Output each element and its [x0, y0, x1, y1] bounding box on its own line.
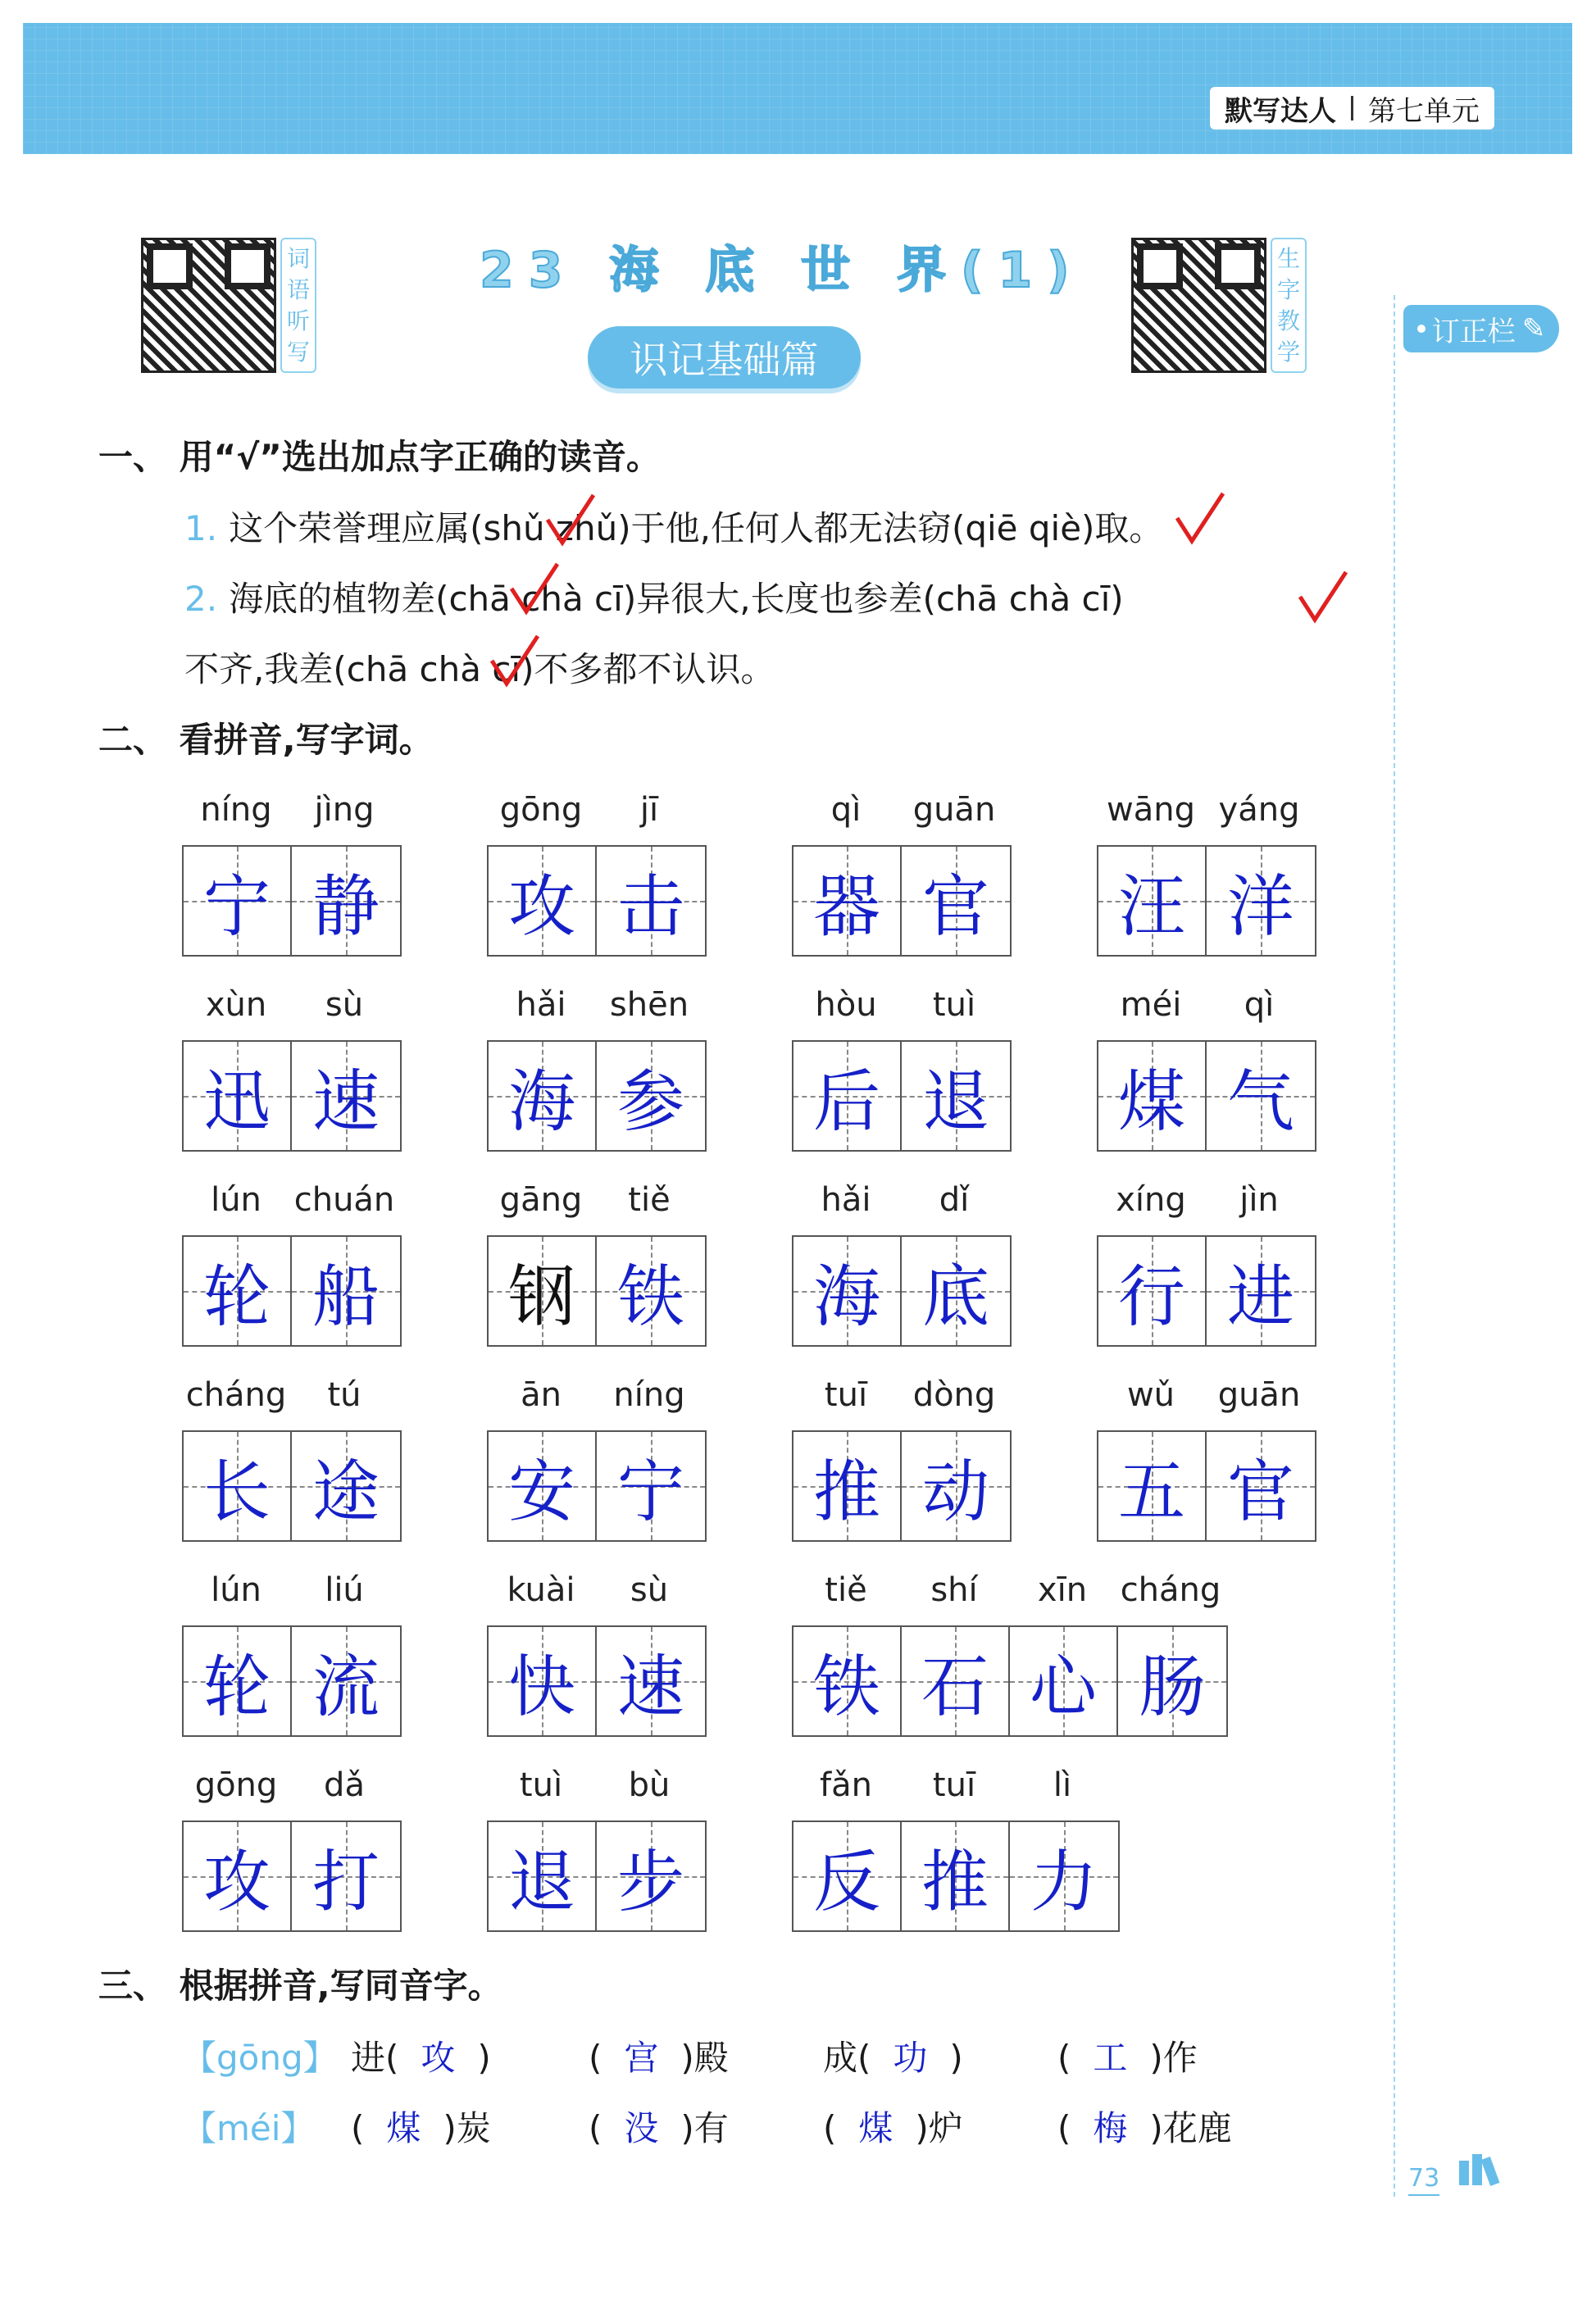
qr-caption-right — [1271, 238, 1307, 373]
section3-heading: 三、 根据拼音,写同音字。 — [98, 1966, 502, 2006]
writing-box[interactable] — [902, 1822, 1010, 1930]
handwritten-char: 心 — [1029, 1648, 1097, 1726]
pinyin-row — [792, 1571, 1225, 1609]
question-text: 海底的植物差(chā chà cī)异很大,长度也参差(chā chà cī) — [229, 579, 1124, 619]
pinyin-syllable: tuì — [932, 986, 976, 1024]
pinyin-syllable: tuī — [932, 1766, 976, 1804]
handwritten-char: 煤 — [1117, 1062, 1185, 1141]
tianzige-boxes — [182, 1820, 402, 1932]
handwritten-char: 反 — [812, 1843, 880, 1921]
writing-box[interactable] — [1207, 1237, 1315, 1345]
pinyin-row — [182, 986, 398, 1024]
homophone-item — [823, 2102, 963, 2151]
pinyin-syllable: tuī — [824, 1376, 868, 1414]
handwritten-char: 气 — [1226, 1062, 1294, 1141]
pinyin-syllable: tuì — [519, 1766, 563, 1804]
tianzige-boxes — [792, 845, 1012, 957]
pinyin-syllable: hǎi — [821, 1181, 871, 1219]
pinyin-syllable: hǎi — [516, 986, 566, 1024]
section2-heading: 二、 看拼音,写字词。 — [98, 720, 434, 760]
pinyin-syllable: sù — [630, 1571, 669, 1609]
caption-char: 字 — [1276, 275, 1300, 303]
correction-label: 订正栏 — [1431, 315, 1516, 348]
answer-char: 没 — [624, 2108, 659, 2148]
checkmark-icon — [505, 561, 562, 618]
pinyin-row — [1097, 1181, 1313, 1219]
writing-box[interactable] — [597, 1822, 705, 1930]
homophone-item — [589, 2102, 729, 2151]
answer-char: 攻 — [421, 2038, 456, 2078]
answer-char: 煤 — [858, 2108, 893, 2148]
handwritten-char: 海 — [507, 1062, 575, 1141]
pinyin-row — [1097, 986, 1313, 1024]
handwritten-char: 肠 — [1138, 1648, 1206, 1726]
writing-box[interactable] — [184, 1237, 292, 1345]
caption-char: 语 — [286, 275, 310, 303]
prefix-text: ( — [589, 2108, 602, 2148]
homophone-item — [351, 2102, 491, 2151]
qr-caption-left — [280, 238, 316, 373]
suffix-text: ) — [477, 2038, 491, 2078]
header-bar — [23, 23, 1572, 154]
question-number: 1. — [184, 508, 218, 548]
handwritten-char: 退 — [921, 1062, 989, 1141]
writing-box[interactable] — [1207, 1432, 1315, 1540]
pinyin-row — [182, 1766, 398, 1804]
caption-char: 学 — [1276, 338, 1300, 366]
pinyin-syllable: hòu — [815, 986, 877, 1024]
pinyin-row — [487, 1376, 703, 1414]
pinyin-syllable: cháng — [1120, 1571, 1221, 1609]
answer-char: 宫 — [624, 2038, 659, 2078]
answer-char: 工 — [1093, 2038, 1128, 2078]
bullet-icon — [1417, 325, 1425, 333]
writing-box[interactable] — [292, 1237, 400, 1345]
handwritten-char: 步 — [616, 1843, 684, 1921]
pinyin-syllable: níng — [200, 791, 272, 829]
handwritten-char: 宁 — [202, 867, 271, 946]
correction-tag — [1403, 305, 1559, 352]
writing-box[interactable] — [292, 1432, 400, 1540]
suffix-text: )有 — [680, 2108, 729, 2148]
tianzige-boxes — [182, 845, 402, 957]
suffix-text: )炉 — [915, 2108, 963, 2148]
pinyin-syllable: yáng — [1218, 791, 1300, 829]
tianzige-boxes — [1097, 1040, 1316, 1152]
writing-box[interactable] — [489, 1432, 597, 1540]
pinyin-syllable: tiě — [628, 1181, 671, 1219]
pinyin-syllable: tiě — [825, 1571, 867, 1609]
pinyin-syllable: cháng — [185, 1376, 287, 1414]
tianzige-boxes — [792, 1430, 1012, 1542]
writing-box[interactable] — [597, 847, 705, 955]
pinyin-syllable: wāng — [1107, 791, 1195, 829]
caption-char: 听 — [286, 307, 310, 334]
tianzige-boxes — [792, 1235, 1012, 1347]
writing-box[interactable] — [793, 847, 902, 955]
answer-char: 梅 — [1093, 2108, 1128, 2148]
pinyin-syllable: dǐ — [939, 1181, 970, 1219]
checkmark-icon — [485, 633, 543, 690]
tianzige-boxes — [792, 1040, 1012, 1152]
pinyin-syllable: lún — [211, 1571, 261, 1609]
checkmark-icon — [541, 492, 598, 549]
writing-box[interactable] — [597, 1042, 705, 1150]
pinyin-syllable: sù — [325, 986, 364, 1024]
writing-box[interactable] — [489, 1042, 597, 1150]
answer-char: 煤 — [386, 2108, 421, 2148]
suffix-text: )作 — [1149, 2038, 1198, 2078]
prefix-text: ( — [589, 2038, 602, 2078]
handwritten-char: 流 — [311, 1648, 380, 1726]
pinyin-row — [182, 791, 398, 829]
books-icon — [1459, 2154, 1495, 2185]
handwritten-char: 汪 — [1117, 867, 1185, 946]
pinyin-syllable: gōng — [499, 791, 583, 829]
tianzige-boxes — [182, 1235, 402, 1347]
tianzige-boxes — [182, 1040, 402, 1152]
pinyin-syllable: qì — [1244, 986, 1275, 1024]
pinyin-syllable: lì — [1053, 1766, 1072, 1804]
writing-box[interactable] — [793, 1237, 902, 1345]
homophone-label: 【méi】 — [182, 2108, 316, 2148]
handwritten-char: 官 — [921, 867, 989, 946]
writing-box[interactable] — [1010, 1822, 1118, 1930]
pinyin-syllable: méi — [1120, 986, 1182, 1024]
prefix-text: 成( — [823, 2038, 871, 2078]
brand-label: 默写达人 — [1225, 94, 1336, 128]
writing-box[interactable] — [292, 1627, 400, 1735]
tianzige-boxes — [792, 1625, 1228, 1737]
handwritten-char: 快 — [507, 1648, 575, 1726]
pinyin-row — [792, 986, 1008, 1024]
pinyin-syllable: jìng — [314, 791, 375, 829]
writing-box[interactable] — [489, 1627, 597, 1735]
homophone-item — [1057, 2031, 1198, 2080]
prefix-text: ( — [1057, 2108, 1071, 2148]
writing-box[interactable] — [597, 1237, 705, 1345]
handwritten-char: 官 — [1226, 1452, 1294, 1531]
tianzige-boxes — [182, 1625, 402, 1737]
writing-box[interactable] — [902, 1627, 1010, 1735]
writing-box[interactable] — [1010, 1627, 1118, 1735]
writing-box[interactable] — [184, 1822, 292, 1930]
handwritten-char: 参 — [616, 1062, 684, 1141]
pinyin-row — [792, 791, 1008, 829]
handwritten-char: 长 — [202, 1452, 271, 1531]
pinyin-syllable: liú — [325, 1571, 364, 1609]
pinyin-row — [792, 1766, 1116, 1804]
pinyin-row — [487, 1766, 703, 1804]
writing-box[interactable] — [902, 1237, 1010, 1345]
tianzige-boxes — [487, 845, 707, 957]
handwritten-char: 击 — [616, 867, 684, 946]
tianzige-boxes — [1097, 1430, 1316, 1542]
pinyin-syllable: jìn — [1239, 1181, 1279, 1219]
suffix-text: )殿 — [680, 2038, 729, 2078]
pinyin-syllable: dǎ — [324, 1766, 365, 1804]
pinyin-syllable: shí — [930, 1571, 978, 1609]
writing-box[interactable] — [1098, 1237, 1207, 1345]
writing-box[interactable] — [793, 1432, 902, 1540]
writing-box[interactable] — [1207, 1042, 1315, 1150]
handwritten-char: 推 — [921, 1843, 989, 1921]
checkmark-icon — [1294, 569, 1351, 626]
writing-box[interactable] — [184, 1627, 292, 1735]
pinyin-syllable: xīn — [1037, 1571, 1088, 1609]
pinyin-row — [487, 986, 703, 1024]
handwritten-char: 船 — [311, 1257, 380, 1336]
pinyin-syllable: chuán — [293, 1181, 395, 1219]
pinyin-row — [487, 1571, 703, 1609]
pinyin-row — [1097, 1376, 1313, 1414]
question-number: 2. — [184, 579, 218, 619]
tianzige-boxes — [1097, 1235, 1316, 1347]
pinyin-row — [1097, 791, 1313, 829]
handwritten-char: 打 — [311, 1843, 380, 1921]
pinyin-row — [182, 1571, 398, 1609]
pencil-icon: ✎ — [1521, 312, 1546, 345]
answer-char: 功 — [893, 2038, 928, 2078]
suffix-text: )炭 — [443, 2108, 491, 2148]
pinyin-syllable: dòng — [912, 1376, 996, 1414]
handwritten-char: 五 — [1117, 1452, 1185, 1531]
handwritten-char: 安 — [507, 1452, 575, 1531]
prefix-text: 进( — [351, 2038, 399, 2078]
handwritten-char: 迅 — [202, 1062, 271, 1141]
pinyin-row — [487, 791, 703, 829]
pinyin-syllable: lún — [211, 1181, 261, 1219]
writing-box[interactable] — [1098, 1042, 1207, 1150]
pinyin-syllable: shēn — [609, 986, 689, 1024]
handwritten-char: 轮 — [202, 1257, 271, 1336]
writing-box[interactable] — [489, 847, 597, 955]
pinyin-syllable: qì — [830, 791, 862, 829]
writing-box[interactable] — [902, 1042, 1010, 1150]
question-1 — [184, 502, 1163, 551]
writing-box[interactable] — [902, 1432, 1010, 1540]
pinyin-syllable: gāng — [499, 1181, 583, 1219]
pinyin-syllable: kuài — [507, 1571, 575, 1609]
pinyin-syllable: xùn — [205, 986, 267, 1024]
handwritten-char: 铁 — [616, 1257, 684, 1336]
tianzige-boxes — [487, 1235, 707, 1347]
writing-box[interactable] — [489, 1822, 597, 1930]
handwritten-char: 推 — [812, 1452, 880, 1531]
pinyin-syllable: wǔ — [1126, 1376, 1175, 1414]
tianzige-boxes — [487, 1040, 707, 1152]
handwritten-char: 宁 — [616, 1452, 684, 1531]
writing-box[interactable] — [292, 847, 400, 955]
pinyin-syllable: guān — [1217, 1376, 1301, 1414]
handwritten-char: 铁 — [812, 1648, 880, 1726]
handwritten-char: 动 — [921, 1452, 989, 1531]
writing-box[interactable] — [902, 847, 1010, 955]
homophone-label: 【gōng】 — [182, 2038, 338, 2078]
homophone-item — [1057, 2102, 1232, 2151]
caption-char: 生 — [1276, 244, 1300, 272]
homophone-item — [351, 2031, 491, 2080]
pinyin-syllable: gōng — [194, 1766, 278, 1804]
handwritten-char: 轮 — [202, 1648, 271, 1726]
writing-box[interactable] — [184, 847, 292, 955]
writing-box[interactable] — [1118, 1627, 1226, 1735]
handwritten-char: 攻 — [202, 1843, 271, 1921]
homophone-item — [823, 2031, 963, 2080]
tianzige-boxes — [792, 1820, 1120, 1932]
writing-box[interactable] — [184, 1042, 292, 1150]
pinyin-syllable: ān — [521, 1376, 562, 1414]
pinyin-row — [792, 1181, 1008, 1219]
caption-char: 教 — [1276, 307, 1300, 334]
checkmark-icon — [1171, 490, 1228, 548]
handwritten-char: 静 — [311, 867, 380, 946]
writing-box[interactable] — [1098, 847, 1207, 955]
writing-box[interactable] — [793, 1822, 902, 1930]
pinyin-row — [182, 1181, 398, 1219]
pinyin-syllable: fǎn — [820, 1766, 872, 1804]
question-2-continued: 不齐,我差(chā chà cī)不多都不认识。 — [184, 649, 775, 689]
handwritten-char: 途 — [311, 1452, 380, 1531]
handwritten-char: 速 — [616, 1648, 684, 1726]
handwritten-char: 进 — [1226, 1257, 1294, 1336]
tianzige-boxes — [182, 1430, 402, 1542]
writing-box[interactable] — [597, 1432, 705, 1540]
prefix-text: ( — [1057, 2038, 1071, 2078]
pinyin-syllable: níng — [613, 1376, 685, 1414]
question-text: 这个荣誉理应属(shǔ zhǔ)于他,任何人都无法窃(qiē qiè)取。 — [229, 508, 1164, 548]
pinyin-syllable: tú — [327, 1376, 361, 1414]
qr-code-icon[interactable] — [141, 238, 276, 373]
writing-box[interactable] — [793, 1042, 902, 1150]
pinyin-row — [182, 1376, 398, 1414]
tianzige-boxes — [487, 1625, 707, 1737]
handwritten-char: 器 — [812, 867, 880, 946]
tianzige-boxes — [487, 1430, 707, 1542]
suffix-text: ) — [949, 2038, 963, 2078]
handwritten-char: 底 — [921, 1257, 989, 1336]
handwritten-char: 石 — [921, 1648, 989, 1726]
caption-char: 写 — [286, 338, 310, 366]
divider — [1351, 96, 1353, 120]
writing-box[interactable] — [793, 1627, 902, 1735]
correction-column — [1394, 295, 1395, 2197]
pinyin-syllable: xíng — [1116, 1181, 1186, 1219]
unit-tag — [1210, 87, 1494, 130]
pinyin-syllable: guān — [912, 791, 996, 829]
handwritten-char: 行 — [1117, 1257, 1185, 1336]
unit-label: 第七单元 — [1368, 94, 1480, 128]
handwritten-char: 海 — [812, 1257, 880, 1336]
tianzige-boxes — [1097, 845, 1316, 957]
tianzige-boxes — [487, 1820, 707, 1932]
prefix-text: ( — [823, 2108, 837, 2148]
prefix-text: ( — [351, 2108, 365, 2148]
page-number: 73 — [1408, 2164, 1439, 2196]
suffix-text: )花鹿 — [1149, 2108, 1232, 2148]
homophone-item — [589, 2031, 729, 2080]
lesson-title: 23 海 底 世 界(1) — [480, 242, 1084, 299]
handwritten-char: 洋 — [1226, 867, 1294, 946]
handwritten-char: 后 — [812, 1062, 880, 1141]
handwritten-char: 退 — [507, 1843, 575, 1921]
pinyin-syllable: bù — [628, 1766, 671, 1804]
writing-box[interactable] — [597, 1627, 705, 1735]
handwritten-char: 攻 — [507, 867, 575, 946]
writing-box[interactable] — [292, 1042, 400, 1150]
handwritten-char: 力 — [1030, 1843, 1098, 1921]
qr-code-icon[interactable] — [1131, 238, 1266, 373]
writing-box[interactable] — [1207, 847, 1315, 955]
writing-box[interactable] — [292, 1822, 400, 1930]
pinyin-syllable: jī — [639, 791, 659, 829]
writing-box[interactable] — [184, 1432, 292, 1540]
pinyin-row — [487, 1181, 703, 1219]
handwritten-char: 钢 — [507, 1257, 575, 1336]
question-2 — [184, 572, 1124, 621]
caption-char: 词 — [286, 244, 310, 272]
pinyin-row — [792, 1376, 1008, 1414]
section1-heading: 一、 用“√”选出加点字正确的读音。 — [98, 437, 661, 477]
writing-box[interactable] — [489, 1237, 597, 1345]
section-pill: 识记基础篇 — [588, 326, 861, 389]
writing-box[interactable] — [1098, 1432, 1207, 1540]
handwritten-char: 速 — [311, 1062, 380, 1141]
